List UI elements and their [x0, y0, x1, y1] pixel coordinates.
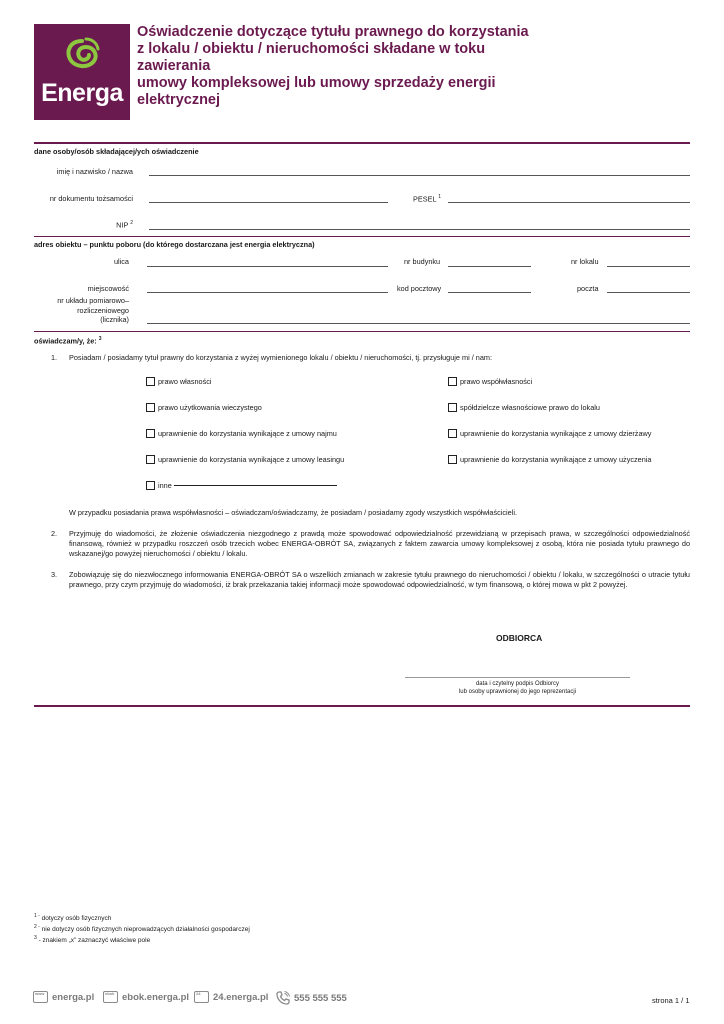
recipient-heading: ODBIORCA: [496, 633, 543, 643]
co-ownership-note: W przypadku posiadania prawa współwłasności – oświadczam/oświadczamy, że posiadam / posiadamy zgody wszystkich współwłaścicieli.: [69, 508, 517, 517]
footer-link-website[interactable]: www energa.pl: [35, 991, 95, 1003]
checkbox[interactable]: [146, 455, 155, 464]
checkbox[interactable]: [448, 429, 457, 438]
section-divider: [34, 142, 690, 144]
section-divider: [34, 236, 690, 237]
section-divider: [34, 331, 690, 332]
item1-text: Posiadam / posiadamy tytuł prawny do korzystania z wyżej wymienionego lokalu / obiektu / nieruchomości, tj. przysługuje mi / nam:: [69, 353, 493, 362]
option-leasing-agreement[interactable]: uprawnienie do korzystania wynikające z umowy leasingu: [146, 455, 344, 464]
option-co-ownership[interactable]: prawo współwłasności: [448, 377, 532, 386]
checkbox[interactable]: [448, 403, 457, 412]
logo-text: Energa: [41, 79, 123, 107]
footnote: $^{2 -}$ nie dotyczy osób fizycznych nieprowadzących działalności gospodarczej: [34, 924, 250, 934]
option-ownership[interactable]: prawo własności: [146, 377, 212, 386]
option-lease-agreement[interactable]: uprawnienie do korzystania wynikające z umowy najmu: [146, 429, 337, 438]
post-office-label: poczta: [577, 284, 599, 293]
checkbox[interactable]: [146, 377, 155, 386]
section-heading-person: dane osoby/osób składającej/ych oświadczenie: [34, 147, 199, 156]
option-tenancy-agreement[interactable]: uprawnienie do korzystania wynikające z umowy dzierżawy: [448, 429, 651, 438]
city-field[interactable]: [147, 292, 388, 293]
checkbox[interactable]: [448, 377, 457, 386]
post-office-field[interactable]: [607, 292, 690, 293]
pesel-field[interactable]: [448, 202, 690, 203]
id-document-label: nr dokumentu tożsamości: [49, 194, 133, 203]
footer-phone[interactable]: 555 555 555: [276, 991, 347, 1005]
item-number: 2.: [51, 529, 58, 538]
meter-label-line: nr układu pomiarowo–: [57, 296, 129, 305]
item-number: 1.: [51, 353, 58, 362]
item2-text: Przyjmuję do wiadomości, że złożenie oświadczenia niezgodnego z prawdą może spowodować odpowiedzialność przewidzianą w przepisach prawa, w szczególności odpowiedzialność finansową, również w przypadku roszczeń osób trzecich wobec ENERGA-OBRÓT SA, związanych z faktem zawarcia umowy kompleksowej z osobą, która nie posiada tytułu prawnego do wskazanej/go powyżej nieruchomości / obiektu / lokalu.: [69, 529, 690, 558]
meter-label-line: (licznika): [100, 315, 129, 324]
ebok-icon: ebok: [103, 991, 118, 1003]
page-number: strona 1 / 1: [652, 996, 690, 1005]
name-label: imię i nazwisko / nazwa: [56, 167, 133, 176]
energa-logo: [34, 24, 130, 120]
footnote: $^{1 -}$ dotyczy osób fizycznych: [34, 913, 112, 923]
item-number: 3.: [51, 570, 58, 579]
pesel-label: PESEL $^1$: [413, 194, 442, 204]
signature-caption: [405, 680, 630, 696]
footer-link-24[interactable]: 24 24.energa.pl: [196, 991, 269, 1003]
checkbox[interactable]: [146, 403, 155, 412]
postcode-label: kod pocztowy: [397, 284, 442, 293]
other-field[interactable]: [174, 485, 337, 486]
nip-label: NIP $^2$: [116, 220, 133, 230]
title-line: z lokalu / obiektu / nieruchomości składane w toku zawierania: [137, 41, 486, 74]
building-number-label: nr budynku: [404, 257, 441, 266]
building-number-field[interactable]: [448, 266, 531, 267]
phone-icon: [276, 991, 290, 1005]
option-cooperative-right[interactable]: spółdzielcze własnościowe prawo do lokalu: [448, 403, 600, 412]
section-heading-declaration: oświadczam/y, że: $^3$: [34, 336, 102, 346]
checkbox[interactable]: [146, 429, 155, 438]
unit-number-field[interactable]: [607, 266, 690, 267]
meter-number-label: [34, 296, 129, 325]
city-label: miejscowość: [87, 284, 129, 293]
title-line: Oświadczenie dotyczące tytułu prawnego do korzystania: [137, 24, 529, 40]
checkbox[interactable]: [448, 455, 457, 464]
item3-text: Zobowiązuję się do niezwłocznego informowania ENERGA-OBRÓT SA o wszelkich zmianach w zakresie tytułu prawnego do nieruchomości / obiektu / lokalu, w szczególności o utracie tytułu prawnego, przy czym przyjmuję do wiadomości, iż brak przekazania takiej informacji może spowodować odpowiedzialność, w tym finansową, o której mowa w pkt 2 powyżej.: [69, 570, 690, 589]
www-icon: www: [33, 991, 48, 1003]
meter-number-field[interactable]: [147, 323, 690, 324]
unit-number-label: nr lokalu: [571, 257, 599, 266]
footer-link-ebok[interactable]: ebok ebok.energa.pl: [105, 991, 190, 1003]
section-divider: [34, 705, 690, 707]
footnotes: [34, 912, 250, 945]
option-other[interactable]: inne: [146, 481, 337, 490]
caption-line: lub osoby uprawnionej do jego reprezentacji: [458, 689, 577, 695]
option-perpetual-usufruct[interactable]: prawo użytkowania wieczystego: [146, 403, 262, 412]
nip-field[interactable]: [149, 229, 690, 230]
street-field[interactable]: [147, 266, 388, 267]
postcode-field[interactable]: [448, 292, 531, 293]
document-title: [137, 24, 557, 109]
signature-field[interactable]: [405, 677, 630, 678]
id-document-field[interactable]: [149, 202, 388, 203]
meter-label-line: rozliczeniowego: [77, 305, 129, 315]
section-heading-address: adres obiektu – punktu poboru (do którego dostarczana jest energia elektryczna): [34, 240, 315, 249]
footnote: $^3$ - znakiem „x” zaznaczyć właściwe pole: [34, 935, 151, 945]
title-line: umowy kompleksowej lub umowy sprzedaży energii elektrycznej: [137, 75, 496, 108]
energa-swirl-icon: [64, 37, 100, 75]
name-field[interactable]: [149, 175, 690, 176]
street-label: ulica: [113, 257, 129, 266]
option-loan-for-use[interactable]: uprawnienie do korzystania wynikające z umowy użyczenia: [448, 455, 651, 464]
caption-line: data i czytelny podpis Odbiorcy: [475, 681, 560, 687]
24-icon: 24: [194, 991, 209, 1003]
checkbox[interactable]: [146, 481, 155, 490]
